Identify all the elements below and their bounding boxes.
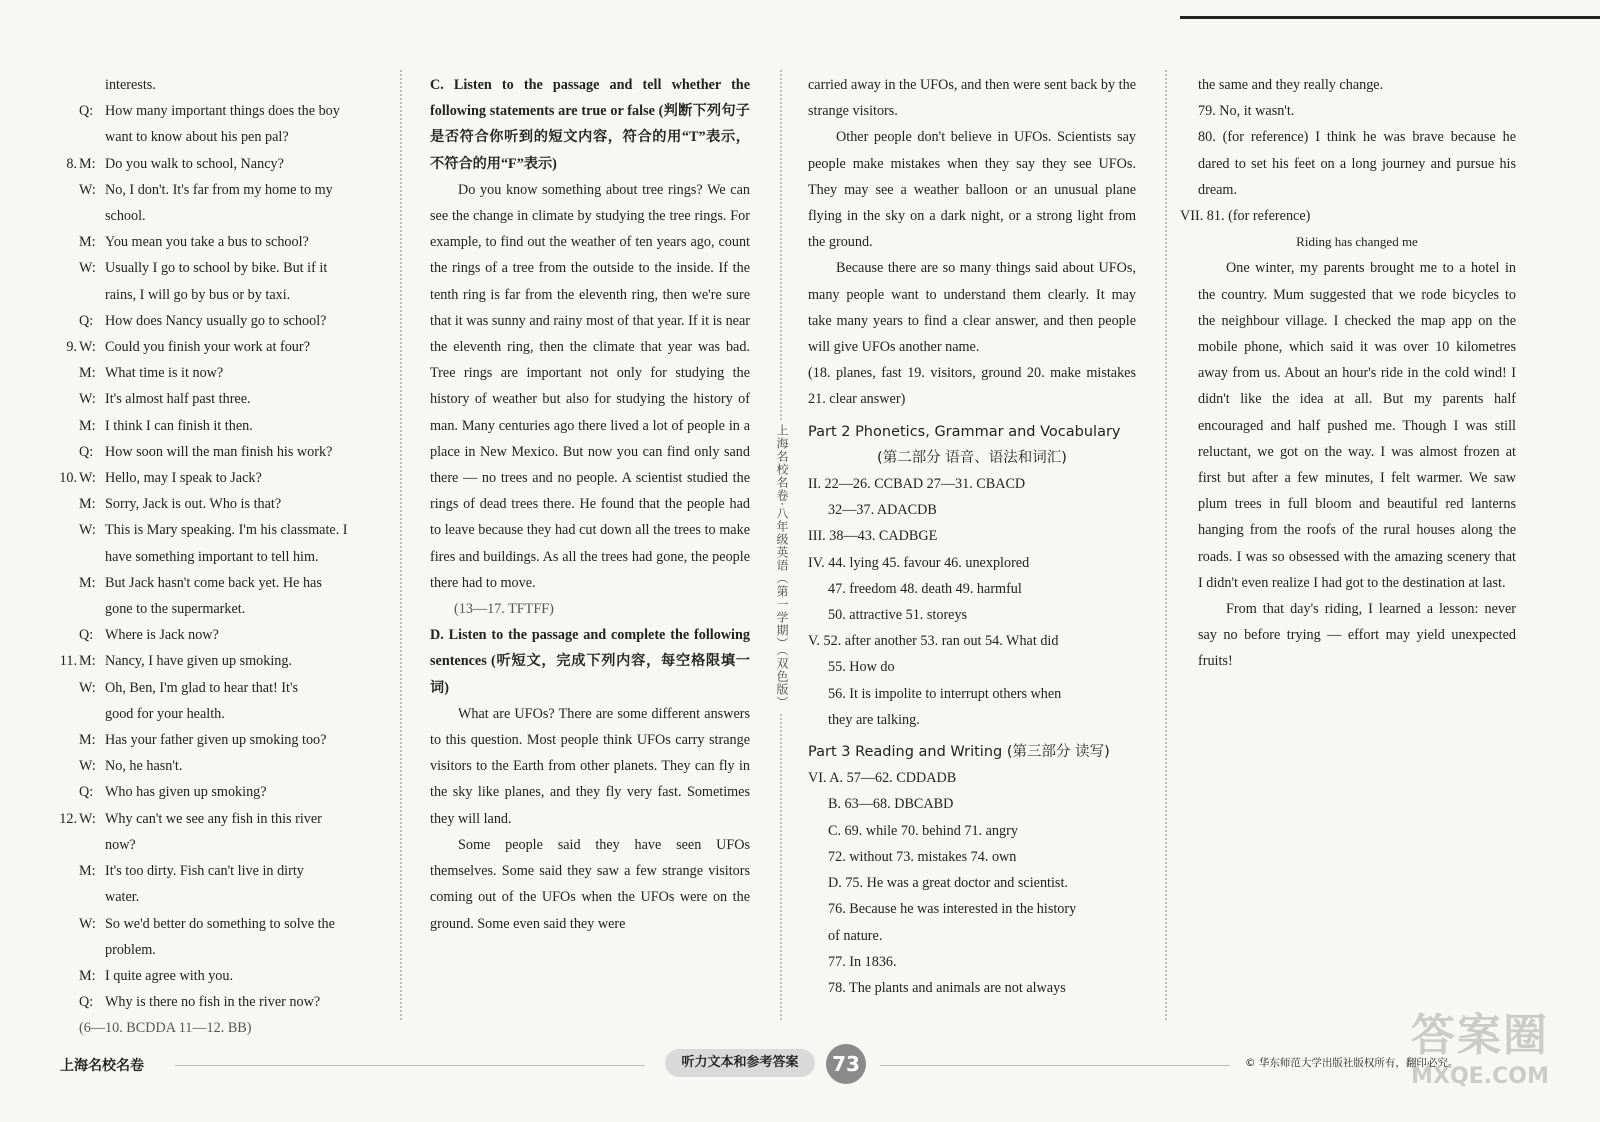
section-c-passage: Do you know something about tree rings? We can see the change in climate by studying the tree rings. For example, to find out the weather of ten years ago, count the rings of a tree from the outside to the inside. If the tenth ring is far from the eleventh ring, then we're sure that it was sunny and rainy most of that year. If it is near the eleventh ring, then the climate that year was bad. Tree rings are important not only for studying the history of weather but also for studying the history of man. Many centuries ago there lived a lot of people in a place in New Mexico. But now you can find only sand there — no trees and no people. A scientist studied the rings of dead trees there. He found that the people had to leave because they had cut down all the trees to make fires and buildings. As all the trees had gone, the people there had to move. [430, 181, 750, 591]
dialogue-line [55, 832, 365, 858]
dialogue-line [55, 544, 365, 570]
speaker-label: M: [79, 863, 96, 880]
dialogue-line [55, 858, 365, 884]
dialogue-text: What time is it now? [105, 365, 224, 382]
dialogue-text: It's almost half past three. [105, 391, 251, 408]
dialogue-text: Could you finish your work at four? [105, 339, 310, 356]
top-rule [1180, 16, 1600, 19]
speaker-label: W: [79, 391, 96, 408]
answer-key: (6—10. BCDDA 11—12. BB) [79, 1020, 252, 1037]
dialogue-text: No, I don't. It's far from my home to my [105, 181, 333, 198]
answer-line: III. 38—43. CADBGE [808, 528, 938, 545]
watermark-logo [1385, 1010, 1575, 1110]
dialogue-text: school. [105, 208, 146, 225]
dialogue-line [55, 98, 365, 124]
dialogue-text: Why is there no fish in the river now? [105, 994, 321, 1011]
dialogue-line [55, 675, 365, 701]
dialogue-text: How many important things does the boy [105, 103, 340, 120]
item-number: 10. [59, 470, 77, 487]
dialogue-text: Hello, may I speak to Jack? [105, 470, 262, 487]
dialogue-line [55, 911, 365, 937]
speaker-label: W: [79, 810, 96, 827]
answer-line: 32—37. ADACDB [828, 502, 937, 519]
dialogue-text: Who has given up smoking? [105, 784, 267, 801]
speaker-label: M: [79, 234, 96, 251]
dialogue-line [55, 517, 365, 543]
speaker-label: M: [79, 574, 96, 591]
passage-paragraph: Other people don't believe in UFOs. Scientists say people make mistakes when they say they see UFOs. They may see a weather balloon or an unusual plane flying in the sky on a dark night, or a strong light from the ground. [808, 129, 1136, 251]
item-number: 11. [59, 653, 77, 670]
dialogue-line [55, 229, 365, 255]
section-d-heading: D. Listen to the passage and complete the following sentences (听短文，完成下列内容，每空格限填一词) [430, 627, 750, 696]
dialogue-text: interests. [105, 77, 156, 93]
dialogue-line [55, 937, 365, 963]
dialogue-line [55, 308, 365, 334]
dialogue-line [55, 570, 365, 596]
column-divider [1165, 70, 1167, 1020]
answer-list [808, 471, 1136, 733]
answer-line: IV. 44. lying 45. favour 46. unexplored [808, 554, 1030, 571]
section-d-paragraph: What are UFOs? There are some different answers to this question. Most people think UFOs carry strange visitors to the Earth from other planets. They can fly in the sky like planes, and they fly very fast. Sometimes they will land. [430, 705, 750, 827]
dialogue-line [55, 151, 365, 177]
answer-line: the same and they really change. [1198, 77, 1384, 93]
copyright-notice: © 华东师范大学出版社版权所有，翻印必究。 [1245, 1057, 1459, 1069]
answer-line: V. 52. after another 53. ran out 54. What did [808, 633, 1059, 650]
speaker-label: M: [79, 732, 96, 749]
column-1 [55, 72, 365, 1042]
answer-line: II. 22—26. CCBAD 27—31. CBACD [808, 476, 1026, 493]
answer-line: 80. (for reference) I think he was brave because he dared to set his feet on a long journey and pursue his dream. [1198, 129, 1516, 198]
column-2 [430, 72, 750, 937]
section-d-paragraph: Some people said they have seen UFOs themselves. Some said they saw a few strange visitors coming out of the UFOs when the UFOs were on the ground. Some even said they were [430, 836, 750, 932]
dialogue-line [55, 884, 365, 910]
footer-section-label: 听力文本和参考答案 [665, 1049, 815, 1077]
speaker-label: W: [79, 181, 96, 198]
speaker-label: W: [79, 679, 96, 696]
speaker-label: M: [79, 417, 96, 434]
essay-paragraph: One winter, my parents brought me to a hotel in the country. Mum suggested that we rode bicycles to the neighbour village. I checked the map app on the mobile phone, which said it was over 10 kilometres away from us. About an hour's ride in the cold wind! I didn't like the idea at all. But my parents half encouraged and half pushed me. Though I was still reluctant, we got on the way. I was almost frozen at first but after a few minutes, I felt warmer. We saw plum trees in full bloom and beautiful red lanterns hanging from the roofs of the rural houses along the roads. I was so obsessed with the amazing scenery that I didn't even realize I had got to the destination at last. [1198, 260, 1516, 591]
speaker-label: W: [79, 915, 96, 932]
dialogue-text: It's too dirty. Fish can't live in dirty [105, 863, 304, 880]
answer-key: (13—17. TFTFF) [454, 601, 554, 618]
answer-line: they are talking. [828, 711, 920, 728]
speaker-label: Q: [79, 994, 94, 1011]
speaker-label: W: [79, 339, 96, 356]
answer-line: 77. In 1836. [828, 953, 897, 970]
footer-rule [880, 1065, 1230, 1066]
speaker-label: Q: [79, 784, 94, 801]
speaker-label: M: [79, 155, 96, 172]
answer-key: (18. planes, fast 19. visitors, ground 20. make mistakes 21. clear answer) [808, 365, 1136, 408]
dialogue-line [55, 72, 365, 98]
speaker-label: Q: [79, 103, 94, 120]
page-number: 73 [826, 1044, 866, 1084]
item-number: 8. [66, 155, 77, 172]
answer-line: 50. attractive 51. storeys [828, 607, 968, 624]
dialogue-text: rains, I will go by bus or by taxi. [105, 286, 291, 303]
item-number: 9. [66, 339, 77, 356]
answer-line: 79. No, it wasn't. [1198, 103, 1295, 120]
dialogue-line [55, 779, 365, 805]
dialogue-text: How soon will the man finish his work? [105, 443, 333, 460]
part-3-heading: Part 3 Reading and Writing (第三部分 读写) [808, 744, 1110, 761]
column-4 [1180, 72, 1516, 675]
answer-line: of nature. [828, 927, 883, 944]
dialogue-line [55, 203, 365, 229]
side-title: 上海名校名卷·八年级英语（第一学期）（双色版） [774, 420, 791, 713]
part-2-subheading: (第二部分 语音、语法和词汇) [877, 449, 1067, 466]
answer-line: 47. freedom 48. death 49. harmful [828, 580, 1022, 597]
answer-line: 56. It is impolite to interrupt others when [828, 685, 1062, 702]
answer-line: 55. How do [828, 659, 895, 676]
essay-title: Riding has changed me [1296, 234, 1418, 250]
speaker-label: Q: [79, 443, 94, 460]
column-divider [400, 70, 402, 1020]
dialogue-line [55, 622, 365, 648]
dialogue-line [55, 701, 365, 727]
dialogue-text: water. [105, 889, 140, 906]
speaker-label: M: [79, 496, 96, 513]
dialogue-line [55, 413, 365, 439]
answer-line: 78. The plants and animals are not always [828, 979, 1066, 996]
watermark-text: 答案圈 [1411, 1010, 1549, 1061]
dialogue-text: want to know about his pen pal? [105, 129, 289, 146]
dialogue-line [55, 596, 365, 622]
answer-line: B. 63—68. DBCABD [828, 796, 954, 813]
answer-line: 72. without 73. mistakes 74. own [828, 848, 1017, 865]
dialogue-line [55, 989, 365, 1015]
dialogue-line [55, 806, 365, 832]
answer-line: D. 75. He was a great doctor and scientist. [828, 875, 1068, 892]
dialogue-text: Nancy, I have given up smoking. [105, 653, 293, 670]
speaker-label: M: [79, 967, 96, 984]
speaker-label: W: [79, 470, 96, 487]
dialogue-line [55, 439, 365, 465]
dialogue-text: I quite agree with you. [105, 967, 234, 984]
answer-line: C. 69. while 70. behind 71. angry [828, 822, 1018, 839]
speaker-label: M: [79, 365, 96, 382]
dialogue-text: How does Nancy usually go to school? [105, 312, 327, 329]
dialogue-text: Where is Jack now? [105, 627, 219, 644]
dialogue-text: gone to the supermarket. [105, 601, 246, 618]
dialogue-line [55, 386, 365, 412]
dialogue-text: Why can't we see any fish in this river [105, 810, 322, 827]
dialogue-text: This is Mary speaking. I'm his classmate. I [105, 522, 348, 539]
speaker-label: M: [79, 653, 96, 670]
dialogue-text: But Jack hasn't come back yet. He has [105, 574, 322, 591]
essay-paragraph: From that day's riding, I learned a lesson: never say no before trying — effort may yield unexpected fruits! [1198, 601, 1516, 670]
dialogue-text: problem. [105, 941, 156, 958]
answer-list [808, 765, 1136, 1001]
watermark-url: MXQE.COM [1411, 1064, 1549, 1089]
dialogue-text: I think I can finish it then. [105, 417, 253, 434]
dialogue-text: Sorry, Jack is out. Who is that? [105, 496, 282, 513]
dialogue-line [55, 491, 365, 517]
dialogue-text: Has your father given up smoking too? [105, 732, 327, 749]
answer-line: VII. 81. (for reference) [1180, 208, 1311, 225]
dialogue-lines [55, 72, 365, 1015]
footer-rule [175, 1065, 645, 1066]
dialogue-text: Usually I go to school by bike. But if it [105, 260, 328, 277]
column-3 [808, 72, 1136, 1001]
answer-line: 76. Because he was interested in the history [828, 901, 1077, 918]
dialogue-line [55, 255, 365, 281]
section-c-heading: C. Listen to the passage and tell whether the following statements are true or false (判断下列句子是否符合你听到的短文内容，符合的用“T”表示，不符合的用“F”表示) [430, 77, 750, 172]
speaker-label: W: [79, 758, 96, 775]
passage-paragraph: Because there are so many things said about UFOs, many people want to understand them clearly. It may take many years to find a clear answer, and then people will give UFOs another name. [808, 260, 1136, 356]
speaker-label: W: [79, 522, 96, 539]
dialogue-line [55, 360, 365, 386]
passage-paragraph: carried away in the UFOs, and then were sent back by the strange visitors. [808, 77, 1136, 120]
dialogue-line [55, 963, 365, 989]
dialogue-text: So we'd better do something to solve the [105, 915, 335, 932]
dialogue-text: now? [105, 836, 136, 853]
answer-line: VI. A. 57—62. CDDADB [808, 770, 957, 787]
dialogue-text: good for your health. [105, 705, 225, 722]
part-2-heading: Part 2 Phonetics, Grammar and Vocabulary [808, 423, 1121, 440]
speaker-label: W: [79, 260, 96, 277]
dialogue-text: Do you walk to school, Nancy? [105, 155, 284, 172]
dialogue-line [55, 648, 365, 674]
footer-series-title: 上海名校名卷 [60, 1058, 144, 1074]
dialogue-line [55, 727, 365, 753]
dialogue-line [55, 177, 365, 203]
speaker-label: Q: [79, 312, 94, 329]
dialogue-line [55, 282, 365, 308]
dialogue-text: have something important to tell him. [105, 548, 319, 565]
dialogue-text: You mean you take a bus to school? [105, 234, 309, 251]
dialogue-line [55, 753, 365, 779]
dialogue-line [55, 334, 365, 360]
item-number: 12. [59, 810, 77, 827]
dialogue-line [55, 124, 365, 150]
dialogue-text: Oh, Ben, I'm glad to hear that! It's [105, 679, 299, 696]
dialogue-text: No, he hasn't. [105, 758, 183, 775]
speaker-label: Q: [79, 627, 94, 644]
dialogue-line [55, 465, 365, 491]
